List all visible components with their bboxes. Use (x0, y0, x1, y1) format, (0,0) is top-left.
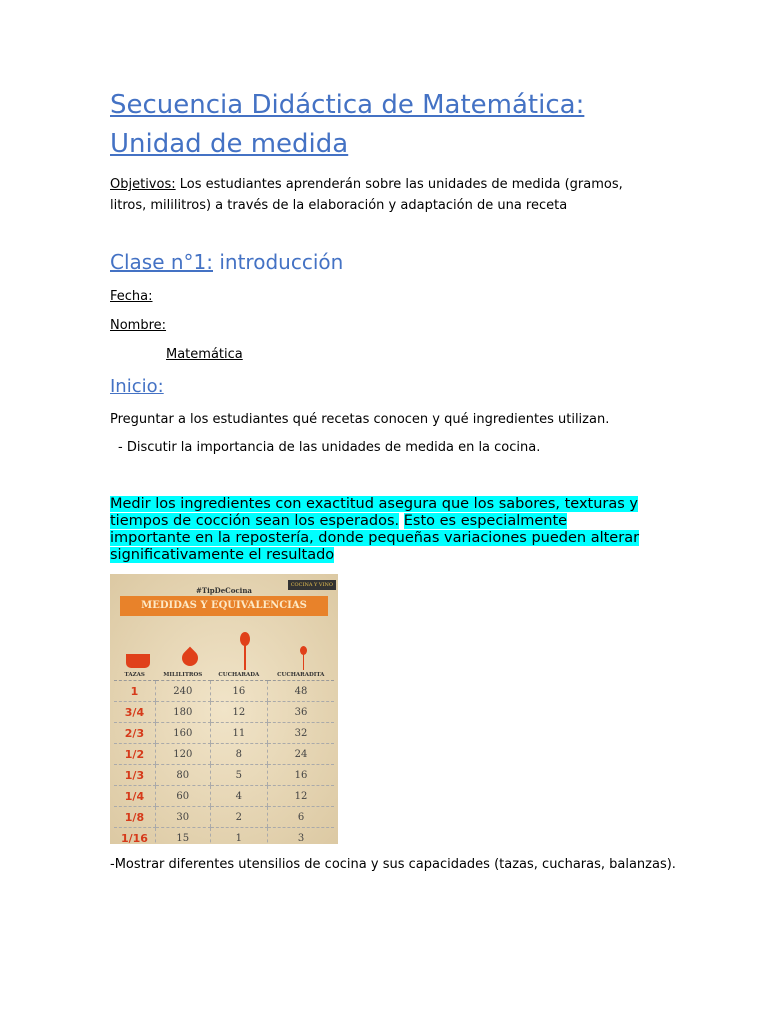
hashtag: #TipDeCocina (196, 586, 252, 595)
table-row (114, 723, 334, 744)
table-cell: 2/3 (114, 723, 155, 744)
teaspoon-handle (303, 654, 304, 670)
table-cell: 32 (268, 723, 334, 744)
table-cell: 60 (155, 786, 210, 807)
cup-icon (126, 654, 150, 668)
brand-logo: COCINA Y VINO (288, 580, 336, 590)
table-cell: 1/2 (114, 744, 155, 765)
paragraph-recetas: Preguntar a los estudiantes qué recetas conocen y qué ingredientes utilizan. (110, 412, 610, 427)
table-row (114, 786, 334, 807)
class-topic: introducción (213, 250, 344, 274)
table-cell: 160 (155, 723, 210, 744)
table-cell: 2 (210, 807, 267, 828)
table-cell: 12 (210, 702, 267, 723)
table-cell: 1 (210, 828, 267, 845)
class-heading (110, 250, 343, 274)
measures-infographic (110, 574, 338, 844)
table-cell: 36 (268, 702, 334, 723)
table-cell: 12 (268, 786, 334, 807)
inicio-heading: Inicio: (110, 376, 164, 397)
table-cell: 3/4 (114, 702, 155, 723)
spoon-handle (244, 644, 246, 670)
column-header: TAZAS (114, 670, 155, 681)
table-row (114, 681, 334, 702)
table-cell: 240 (155, 681, 210, 702)
paragraph-utensilios: -Mostrar diferentes utensilios de cocina y sus capacidades (tazas, cucharas, balanzas). (110, 857, 676, 872)
table-row (114, 744, 334, 765)
table-cell: 11 (210, 723, 267, 744)
objectives-label: Objetivos: (110, 177, 176, 192)
table-cell: 1 (114, 681, 155, 702)
class-label: Clase n°1: (110, 250, 213, 274)
table-cell: 1/16 (114, 828, 155, 845)
objectives (110, 174, 650, 216)
table-cell: 8 (210, 744, 267, 765)
table-cell: 5 (210, 765, 267, 786)
table-cell: 3 (268, 828, 334, 845)
objectives-text: Los estudiantes aprenderán sobre las unidades de medida (gramos, litros, mililitros) a través de la elaboración y adaptación de una receta (110, 177, 623, 213)
table-cell: 120 (155, 744, 210, 765)
document-title: Secuencia Didáctica de Matemática: Unidad de medida (110, 90, 585, 159)
table-cell: 1/3 (114, 765, 155, 786)
nombre-label: Nombre: (110, 318, 167, 333)
equivalences-table (114, 670, 334, 844)
table-row (114, 828, 334, 845)
table-row (114, 807, 334, 828)
table-cell: 80 (155, 765, 210, 786)
table-cell: 4 (210, 786, 267, 807)
column-header: CUCHARADITA (268, 670, 334, 681)
table-cell: 16 (210, 681, 267, 702)
fecha-label: Fecha: (110, 289, 153, 304)
table-cell: 6 (268, 807, 334, 828)
infographic-title: MEDIDAS Y EQUIVALENCIAS (120, 596, 328, 616)
table-cell: 24 (268, 744, 334, 765)
table-cell: 15 (155, 828, 210, 845)
table-cell: 180 (155, 702, 210, 723)
table-row (114, 702, 334, 723)
table-cell: 1/4 (114, 786, 155, 807)
table-cell: 16 (268, 765, 334, 786)
highlighted-paragraph: Medir los ingredientes con exactitud asegura que los sabores, texturas y tiempos de cocción sean los esperados. Esto es especialmente importante en la repostería, donde pequeñas variaciones pueden alterar significativamente el resultado (110, 496, 640, 563)
table-cell: 1/8 (114, 807, 155, 828)
paragraph-discutir: - Discutir la importancia de las unidades de medida en la cocina. (118, 440, 541, 455)
column-header: MILILITROS (155, 670, 210, 681)
table-row (114, 765, 334, 786)
table-cell: 30 (155, 807, 210, 828)
subject: Matemática (166, 347, 243, 362)
drop-icon (179, 647, 202, 670)
column-header: CUCHARADA (210, 670, 267, 681)
table-cell: 48 (268, 681, 334, 702)
